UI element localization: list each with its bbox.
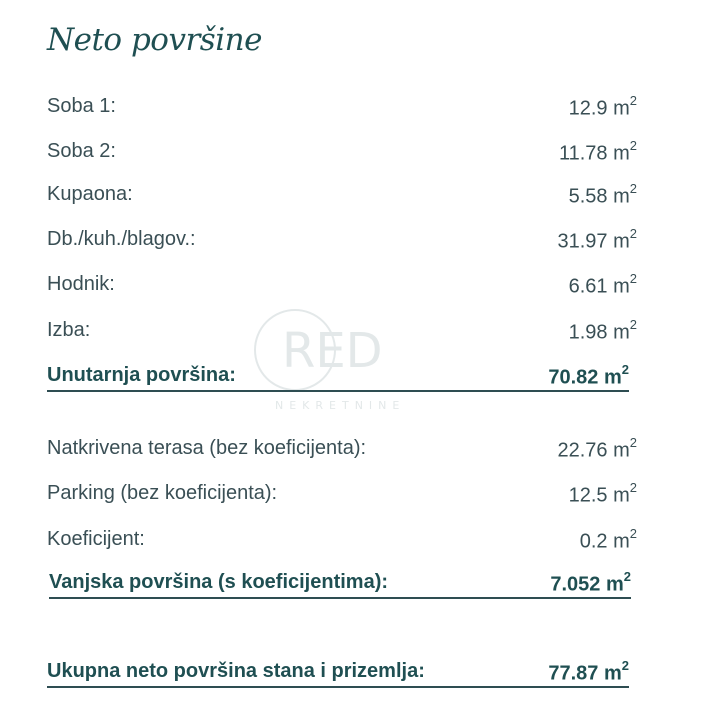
area-value: 6.61 $m^2$ — [568, 271, 637, 298]
area-value: 12.5 $m^2$ — [568, 480, 637, 507]
area-label: Kupaona: — [47, 183, 133, 205]
area-label: Hodnik: — [47, 273, 115, 295]
area-value: 1.98 $m^2$ — [568, 317, 637, 344]
interior-total-value: 70.82 $m^2$ — [548, 362, 629, 389]
area-value: 0.2 $m^2$ — [579, 526, 637, 553]
watermark-subtext: NEKRETNINE — [275, 399, 406, 412]
area-label: Parking (bez koeficijenta): — [47, 482, 278, 504]
area-value: 22.76 $m^2$ — [557, 435, 637, 462]
area-row — [47, 273, 637, 301]
area-row — [47, 437, 637, 465]
exterior-total-row — [49, 571, 631, 599]
area-value: 12.9 $m^2$ — [568, 93, 637, 120]
interior-total-row — [47, 364, 629, 392]
area-value: 31.97 $m^2$ — [557, 226, 637, 253]
area-row — [47, 140, 637, 168]
area-label: Soba 2: — [47, 140, 116, 162]
area-label: Koeficijent: — [47, 528, 145, 550]
interior-total-label: Unutarnja površina: — [47, 364, 236, 386]
exterior-total-label: Vanjska površina (s koeficijentima): — [49, 571, 389, 593]
area-label: Soba 1: — [47, 95, 116, 117]
grand-total-row — [47, 660, 629, 688]
area-row — [47, 95, 637, 123]
grand-total-label: Ukupna neto površina stana i prizemlja: — [47, 660, 425, 682]
watermark-text: RED — [282, 323, 383, 379]
grand-total-value: 77.87 $m^2$ — [548, 658, 629, 685]
area-row — [47, 482, 637, 510]
exterior-total-value: 7.052 $m^2$ — [550, 569, 631, 596]
area-value: 11.78 $m^2$ — [558, 138, 637, 165]
area-label: Db./kuh./blagov.: — [47, 228, 196, 250]
area-row — [47, 528, 637, 556]
area-row — [47, 228, 637, 256]
area-value: 5.58 $m^2$ — [568, 181, 637, 208]
area-label: Natkrivena terasa (bez koeficijenta): — [47, 437, 367, 459]
area-row — [47, 319, 637, 347]
area-row — [47, 183, 637, 211]
area-label: Izba: — [47, 319, 91, 341]
page-title: Neto površine — [47, 22, 262, 58]
